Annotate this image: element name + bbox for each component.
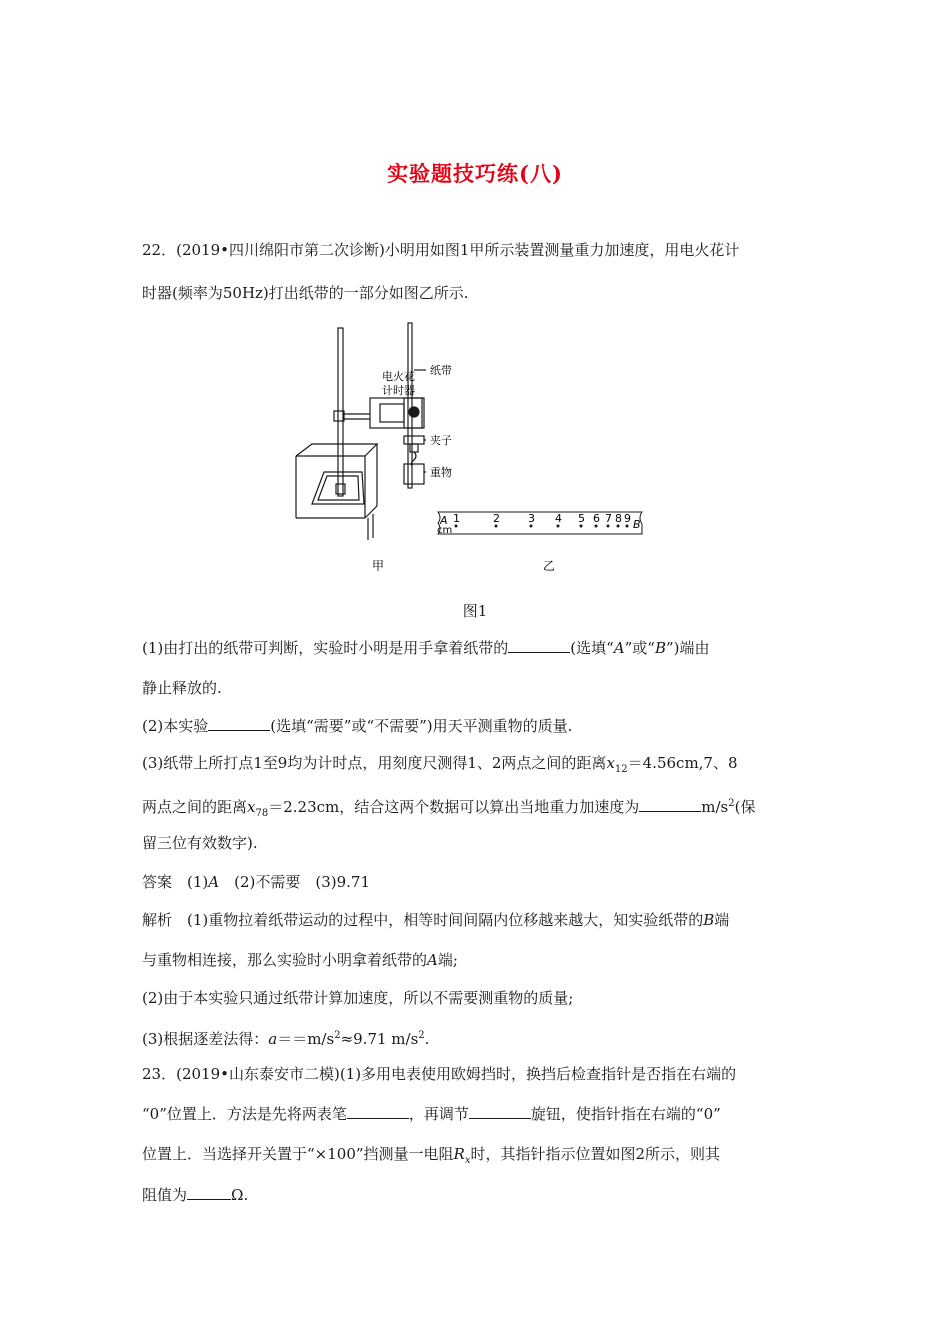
tape-end-B: B [633, 518, 641, 531]
apparatus-diagram [290, 318, 670, 580]
sub2-line: (2)本实验 (选填“需要”或“不需要”)用天平测重物的质量. [142, 717, 573, 735]
weight [404, 464, 424, 484]
table-top-far [296, 444, 377, 456]
analysis-line-2: 与重物相连接，那么实验时小明拿着纸带的A端; [142, 951, 458, 969]
analysis-line-4: (3)根据逐差法得：$a==m/s^2\approx 9.71$ $m/s^2$. [142, 1030, 430, 1048]
q22-line-1: 22．(2019•四川绵阳市第二次诊断)小明用如图1甲所示装置测量重力加速度，用电火花计 [142, 241, 740, 259]
tape-dot [607, 525, 610, 528]
stand-rod-left [338, 328, 343, 496]
page-title: 实验题技巧练(八) [387, 161, 563, 186]
answer-blank-4 [347, 1104, 409, 1119]
sub3-line-3: 留三位有效数字). [142, 834, 258, 852]
sub3-line-2: 两点之间的距离$x_{78}=2.23cm$，结合这两个数据可以算出当地重力加速度为 $m/s^2$(保 [142, 798, 756, 819]
tape-point-label: 3 [528, 512, 535, 525]
tape-dot [455, 525, 458, 528]
q23-line-4: 阻值为 Ω. [142, 1186, 249, 1204]
tape-points [453, 512, 631, 528]
tape-point-label: 1 [453, 512, 460, 525]
label-clip: 夹子 [430, 434, 452, 447]
label-weight: 重物 [430, 466, 452, 479]
tape-unit-cm: cm [437, 525, 453, 536]
label-spark-timer-2: 计时器 [382, 384, 415, 397]
label-tape: 纸带 [430, 364, 452, 377]
sub1-line-1: (1)由打出的纸带可判断，实验时小明是用手拿着纸带的 (选填“A”或“B”)端由 [142, 639, 710, 657]
answer-line: 答案 (1)A (2)不需要 (3)9.71 [142, 873, 370, 891]
tape-point-label: 5 [578, 512, 585, 525]
answer-blank-6 [187, 1185, 231, 1200]
caption-jia: 甲 [372, 559, 385, 573]
sub3-line-1: (3)纸带上所打点1至9均为计时点，用刻度尺测得1、2两点之间的距离$x_{12}=4.56cm,7$、8 [142, 754, 738, 775]
tape-point-label: 8 [615, 512, 622, 525]
answer-blank-3 [639, 797, 701, 812]
analysis-line-1: 解析 (1)重物拉着纸带运动的过程中，相等时间间隔内位移越来越大，知实验纸带的B端 [142, 911, 730, 929]
tape-point-label: 9 [624, 512, 631, 525]
tape-dot [530, 525, 533, 528]
figure-1 [290, 318, 670, 580]
q22-line-2: 时器(频率为50Hz)打出纸带的一部分如图乙所示. [142, 284, 469, 302]
tape-point-label: 2 [493, 512, 500, 525]
analysis-line-3: (2)由于本实验只通过纸带计算加速度，所以不需要测重物的质量; [142, 989, 574, 1007]
answer-blank-5 [469, 1104, 531, 1119]
clip [404, 436, 424, 444]
tape-dot [595, 525, 598, 528]
tape-dot [495, 525, 498, 528]
tape-point-label: 6 [593, 512, 600, 525]
answer-blank-2 [208, 716, 270, 731]
sub1-line-2: 静止释放的. [142, 679, 222, 697]
q23-line-3: 位置上．当选择开关置于“×100”挡测量一电阻$R_x$时，其指针指示位置如图2所示，则其 [142, 1145, 721, 1166]
tape-dot [626, 525, 629, 528]
tape-dot [617, 525, 620, 528]
tape-point-label: 4 [555, 512, 562, 525]
tape-end-A: A [440, 514, 448, 527]
q23-line-1: 23．(2019•山东泰安市二模)(1)多用电表使用欧姆挡时，换挡后检查指针是否指在右端的 [142, 1065, 737, 1083]
q23-line-2: “0”位置上．方法是先将两表笔 ，再调节 旋钮，使指针指在右端的“0” [142, 1105, 721, 1123]
label-spark-timer-1: 电火花 [382, 370, 415, 383]
tape-dot [580, 525, 583, 528]
caption-yi: 乙 [543, 559, 556, 573]
tape-point-label: 7 [605, 512, 612, 525]
tape-dot [557, 525, 560, 528]
figure-caption: 图1 [462, 602, 488, 620]
answer-blank-1 [508, 638, 570, 653]
